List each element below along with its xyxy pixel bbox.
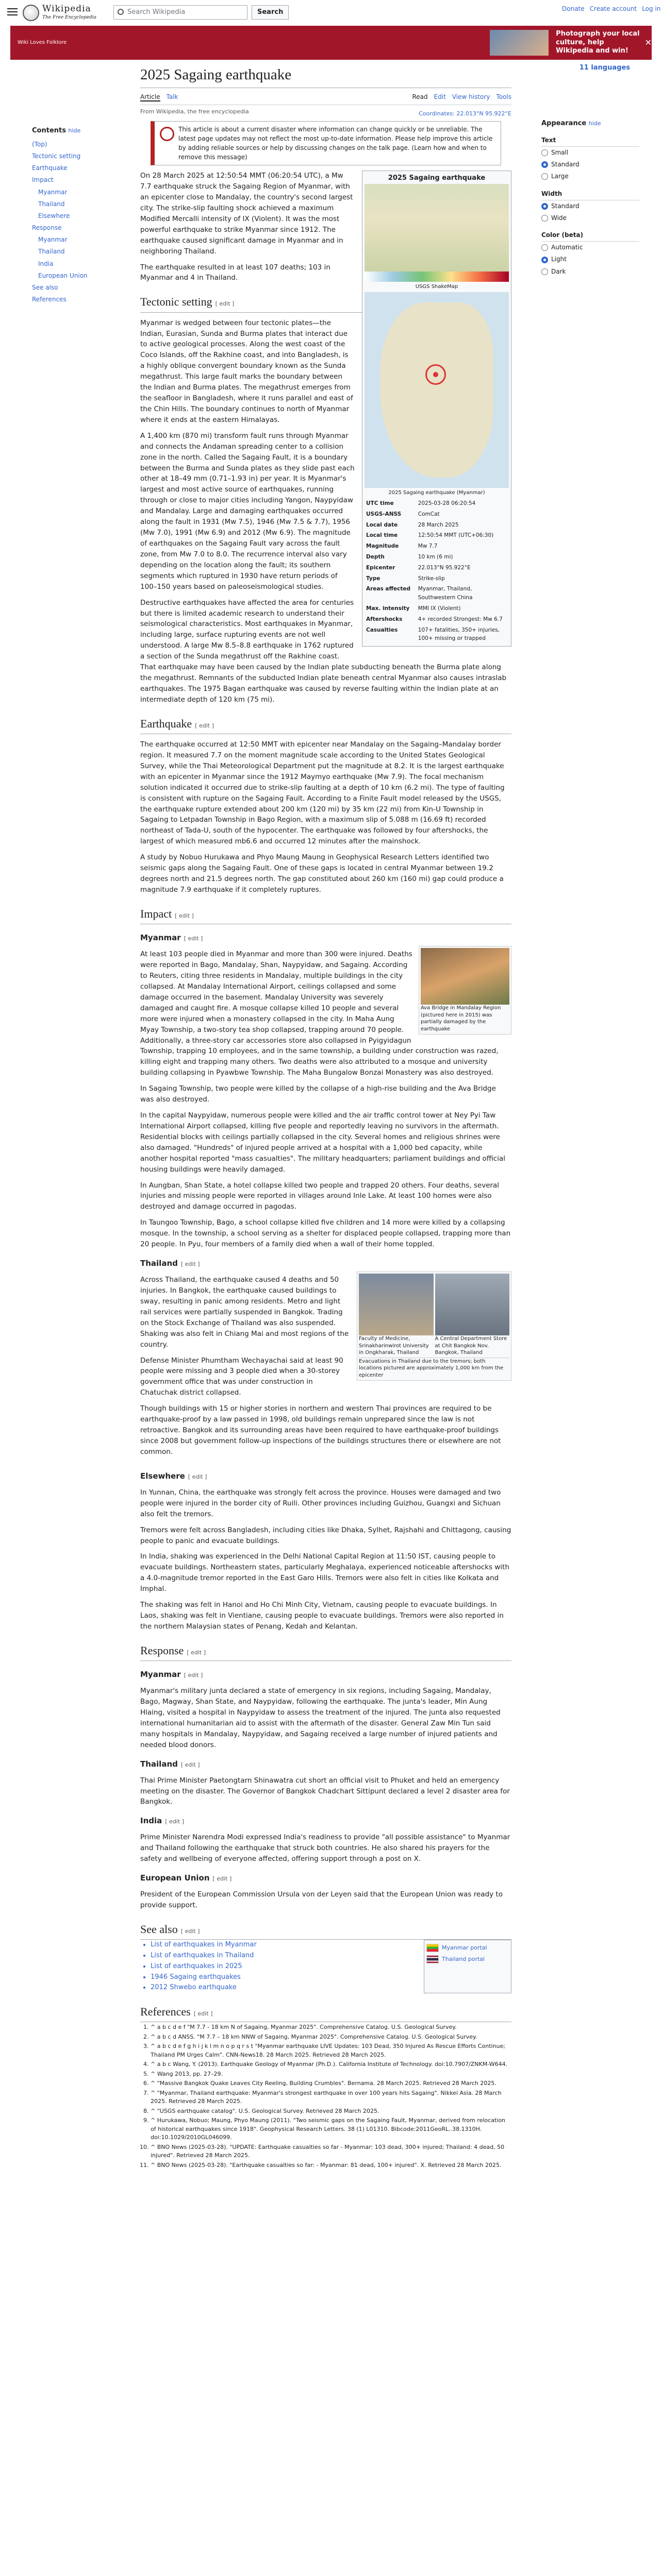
infobox-row	[365, 584, 509, 603]
banner-image	[490, 30, 549, 56]
lead-paragraph: The earthquake resulted in at least 107 deaths; 103 in Myanmar and 4 in Thailand.	[140, 263, 330, 282]
appearance-title: Appearance	[541, 120, 587, 127]
heading-text: Impact	[140, 907, 172, 920]
infobox-value: 107+ fatalities, 350+ injuries, 100+ missing or trapped	[418, 626, 500, 642]
color-heading: Color (beta)	[541, 229, 639, 242]
evacuation-image-1[interactable]	[359, 1274, 434, 1335]
section-heading	[140, 715, 511, 734]
paragraph: In Taungoo Township, Bago, a school collapse killed five children and 14 more were killed by a collapsing mosque. In the township, a school serving as a shelter for displaced people collapsed, trapping more than 20 people. In Pyu, four members of a family died when a wall of their home toppled.	[140, 1218, 511, 1249]
infobox-row	[365, 625, 509, 645]
infobox-row	[365, 530, 509, 541]
subsection-heading	[140, 1815, 511, 1827]
portal-box	[424, 1940, 511, 1993]
paragraph: In Aungban, Shan State, a hotel collapse killed two people and trapped 20 others. Four deaths, several injuries and missing people were reported in villages around Inle Lake. At least 100 homes were also destroyed and damage occurred in pagodas.	[140, 1181, 500, 1211]
infobox-value: Strike-slip	[418, 575, 445, 582]
see-also-item[interactable]: • List of earthquakes in Myanmar	[151, 1940, 257, 1951]
reference-item: 1. ^ a b c d e f "M 7.7 - 18 km N of Sagaing, Myanmar 2025". Comprehensive Catalog. U.S. Geological Survey.	[151, 2023, 511, 2032]
infobox-row	[365, 563, 509, 573]
infobox-key: Aftershocks	[366, 616, 403, 622]
paragraph: A study by Nobuo Hurukawa and Phyo Maung Maung in Geophysical Research Letters identified two seismic gaps along the Sagaing Fault. One of these gaps is located in central Myanmar between 19.2 degrees north and 21.5 degrees north. The gap constituted about 260 km (160 mi) gap could produce a magnitude 7.9 earthquake if it completely ruptures.	[140, 853, 504, 894]
location-map-caption: 2025 Sagaing earthquake (Myanmar)	[388, 489, 485, 496]
current-event-notice	[151, 121, 501, 165]
toc-item[interactable]: European Union	[38, 272, 88, 279]
radio-selected-icon	[541, 161, 548, 168]
location-map[interactable]	[365, 292, 509, 488]
radio-icon	[541, 244, 548, 251]
portal-thailand[interactable]	[426, 1954, 509, 1965]
see-also-item[interactable]: • 1946 Sagaing earthquakes	[151, 1972, 257, 1983]
portal-myanmar[interactable]	[426, 1942, 509, 1954]
edit-section-link[interactable]: [ edit ]	[215, 300, 235, 308]
paragraph: In India, shaking was experienced in the Delhi National Capital Region at 11:50 IST, causing people to evacuate buildings. Northeastern states, particularly Meghalaya, experienced noticeable aftershocks with a 4.0-magnitude tremor reported in the East Garo Hills. Tremors were also felt in cities like Kolkata and Imphal.	[140, 1552, 510, 1594]
lead-paragraph: On 28 March 2025 at 12:50:54 MMT (06:20:54 UTC), a Mw 7.7 earthquake struck the Sagaing Region of Myanmar, with an epicenter close to Mandalay, the country's second largest city. The strike-slip faulting shock achieved a maximum Modified Mercalli intensity of IX (Violent). It was the most powerful earthquake to strike Myanmar since 1912. The earthquake caused significant damage in Myanmar and in neighboring Thailand.	[140, 172, 353, 256]
subsection-heading	[140, 1668, 511, 1681]
banner-text: Photograph your local culture, help Wikipedia and win!	[556, 29, 640, 55]
log-in-link[interactable]: Log in	[642, 5, 661, 12]
toc-item[interactable]: Elsewhere	[38, 212, 70, 219]
text-large-option[interactable]	[541, 171, 639, 182]
page-title: 2025 Sagaing earthquake	[140, 63, 511, 88]
search-icon	[118, 9, 124, 15]
option-label: Automatic	[551, 244, 583, 251]
main-menu-icon[interactable]	[6, 6, 19, 19]
edit-section-link[interactable]: [ edit ]	[165, 1818, 184, 1825]
heading-text: References	[140, 2005, 191, 2019]
toc-item[interactable]: India	[38, 260, 54, 267]
paragraph: President of the European Commission Ursula von der Leyen said that the European Union was ready to provide support.	[140, 1890, 503, 1910]
edit-section-link[interactable]: [ edit ]	[193, 2010, 213, 2018]
reference-item: 8. ^ "USGS earthquake catalog". U.S. Geological Survey. Retrieved 28 March 2025.	[151, 2107, 511, 2116]
figure-caption: Evacuations in Thailand due to the tremors; both locations pictured are approximately 1,000 km from the epicenter	[359, 1358, 509, 1379]
appearance-hide-button[interactable]: hide	[588, 120, 601, 127]
paragraph: The shaking was felt in Hanoi and Ho Chi Minh City, Vietnam, causing people to evacuate buildings. In Laos, shaking was felt in Vientiane, causing people to evacuate buildings. Tremors were also reported in the northern Malaysian states of Penang, Kedah and Kelantan.	[140, 1601, 504, 1631]
globe-icon	[23, 5, 39, 21]
edit-section-link[interactable]: [ edit ]	[175, 912, 194, 919]
heading-text: Thailand	[140, 1759, 178, 1769]
section-heading	[140, 2003, 511, 2022]
site-header	[0, 0, 662, 26]
paragraph: In the capital Naypyidaw, numerous people were killed and the air traffic control tower at Ney Pyi Taw International Airport collapsed, killing five people and reportedly leaving no survivors in the aftermath. Residential blocks with ceilings partially collapsed in the city. Several homes and religious shrines were also damaged. "Hundreds" of injured people arrived at a hospital with a 1,000 bed capacity, while another hospital reported "mass casualties". The military headquarters; parliament buildings and official housing buildings were heavily damaged.	[140, 1111, 505, 1174]
reference-item: 9. ^ Hurukawa, Nobuo; Maung, Phyo Maung (2011). "Two seismic gaps on the Sagaing Fault, Myanmar, derived from relocation of historical earthquakes since 1918". Geophysical Research Letters. 38 (1) L01310. Bibcode:2011GeoRL..38.1310H. doi:10.1029/2010GL046099.	[151, 2116, 511, 2142]
tab-read[interactable]: Read	[412, 93, 428, 101]
table-of-contents	[32, 118, 99, 306]
infobox-key: Local time	[366, 532, 398, 539]
infobox-row	[365, 603, 509, 614]
infobox-key: Casualties	[366, 626, 398, 633]
radio-icon	[541, 268, 548, 275]
heading-text: European Union	[140, 1873, 210, 1883]
infobox-value: 4+ recorded Strongest: Mw 6.7	[418, 616, 503, 622]
reference-item: 7. ^ "Myanmar, Thailand earthquake: Myanmar's strongest earthquake in over 100 years hits Sagaing". Nikkei Asia. 28 March 2025. Retrieved 28 March 2025.	[151, 2089, 511, 2106]
infobox-key: Type	[366, 575, 380, 582]
infobox-key: Magnitude	[366, 543, 399, 550]
infobox-value: Mw 7.7	[418, 543, 438, 550]
languages-button[interactable]: 11 languages	[579, 64, 630, 72]
infobox-key: UTC time	[366, 500, 394, 506]
section-heading	[140, 1920, 511, 1940]
edit-section-link[interactable]: [ edit ]	[180, 1761, 200, 1768]
heading-text: Thailand	[140, 1259, 178, 1268]
infobox-key: Max. intensity	[366, 605, 410, 612]
thailand-flag-icon	[426, 1955, 439, 1963]
subsection-heading	[140, 1758, 511, 1770]
clock-icon	[160, 127, 174, 141]
infobox-key: Depth	[366, 553, 385, 560]
edit-section-link[interactable]: [ edit ]	[180, 1928, 200, 1935]
infobox-value: 10 km (6 mi)	[418, 553, 453, 560]
tab-edit[interactable]: Edit	[434, 93, 446, 101]
figure-caption: A Central Department Store at Chit Bangkok Nov. Bangkok, Thailand	[435, 1336, 507, 1356]
toc-item[interactable]: Myanmar	[38, 188, 68, 196]
infobox-value: 2025-03-28 06:20:54	[418, 500, 476, 506]
toc-item[interactable]: References	[32, 296, 67, 303]
toc-item[interactable]: See also	[32, 284, 58, 292]
infobox-value: ComCat	[418, 511, 440, 517]
reference-item: 10. ^ BNO News (2025-03-28). "UPDATE: Earthquake casualties so far - Myanmar: 103 dead, 300+ injured; Thailand: 4 dead, 50 injured". Retrieved 28 March 2025.	[151, 2143, 511, 2160]
infobox-row	[365, 573, 509, 584]
option-label: Wide	[551, 214, 567, 222]
heading-text: Myanmar	[140, 1670, 181, 1680]
epicenter-dot-icon	[433, 372, 438, 377]
radio-selected-icon	[541, 203, 548, 210]
paragraph: Tremors were felt across Bangladesh, including cities like Dhaka, Sylhet, Rajshahi and Chittagong, causing people to panic and evacuate buildings.	[140, 1526, 511, 1545]
infobox-title: 2025 Sagaing earthquake	[388, 174, 486, 182]
paragraph: In Yunnan, China, the earthquake was strongly felt across the province. Houses were damaged and two people were injured in the border city of Ruili. Other provinces including Guizhou, Guangxi and Sichuan also felt the tremors.	[140, 1488, 501, 1518]
banner-logo: Wiki Loves Folklore	[18, 40, 67, 45]
tagline-from: From Wikipedia, the free encyclopedia	[140, 108, 249, 115]
toc-hide-button[interactable]: hide	[68, 127, 81, 134]
heading-text: Elsewhere	[140, 1471, 185, 1481]
toc-item[interactable]: Earthquake	[32, 164, 68, 172]
references-list	[151, 2022, 511, 2171]
reference-item: 3. ^ a b c d e f g h i j k l m n o p q r s t "Myanmar earthquake LIVE Updates: 103 Dead, 350 Injured As Rescue Efforts Continue; Thailand PM Urges Calm". CNN-News18. 28 March 2025. Retrieved 28 March 2025.	[151, 2042, 511, 2059]
heading-text: Earthquake	[140, 717, 192, 730]
edit-section-link[interactable]: [ edit ]	[180, 1261, 200, 1268]
option-label: Standard	[551, 161, 580, 168]
heading-text: Tectonic setting	[140, 295, 212, 309]
infobox-row	[365, 509, 509, 520]
infobox-value: 12:50:54 MMT (UTC+06:30)	[418, 532, 494, 539]
search-placeholder: Search Wikipedia	[127, 8, 186, 16]
evacuation-image-2[interactable]	[435, 1274, 510, 1335]
infobox-value: 28 March 2025	[418, 521, 459, 528]
heading-text: Response	[140, 1643, 184, 1657]
subsection-heading	[140, 1257, 511, 1269]
tagline: The Free Encyclopedia	[42, 14, 96, 20]
reference-item: 2. ^ a b c d ANSS. "M 7.7 – 18 km NNW of Sagaing, Myanmar 2025". Comprehensive Catalog. U.S. Geological Survey.	[151, 2033, 511, 2042]
reference-item: 5. ^ Wang 2013, pp. 27–29.	[151, 2070, 511, 2079]
coordinates-link[interactable]: Coordinates: 22.013°N 95.922°E	[419, 110, 511, 117]
tab-view-history[interactable]: View history	[452, 93, 490, 101]
reference-item: 4. ^ a b c Wang, Y. (2013). Earthquake Geology of Myanmar (Ph.D.). California Institute of Technology. doi:10.7907/ZNKM-W644.	[151, 2060, 511, 2069]
donate-link[interactable]: Donate	[562, 5, 585, 12]
figure-caption: Ava Bridge in Mandalay Region (pictured here in 2015) was partially damaged by the earthquake	[421, 1005, 501, 1032]
edit-section-link[interactable]: [ edit ]	[184, 935, 203, 942]
see-also-item[interactable]: • List of earthquakes in 2025	[151, 1961, 257, 1972]
infobox-row	[365, 541, 509, 552]
radio-icon	[541, 215, 548, 222]
figure-thailand-evacuations	[357, 1272, 511, 1381]
heading-text: India	[140, 1816, 162, 1826]
paragraph: A 1,400 km (870 mi) transform fault runs through Myanmar and connects the Andaman spreading center to a collision zone in the north. Called the Sagaing Fault, it is a boundary between the Burma and Sunda plates as they slide past each other at 18–49 mm (0.71–1.93 in) per year. It is Myanmar's largest and most active source of earthquakes, running through or close to major cities including Yangon, Naypyidaw and Mandalay. Large and damaging earthquakes occurred along the fault in 1931 (Mw 7.5), 1946 (Mw 7.5 & 7.7), 1956 (Mw 7.0), 1991 (Mw 6.9) and 2012 (Mw 6.9). The magnitude of earthquakes on the Sagaing Fault vary across the fault zone, from Mw 7.0 to 8.0. The recurrence interval also vary depending on the location along the fault; its southern segments which ruptured in 1930 have return periods of 100–150 years based on paleoseismological studies.	[140, 431, 355, 591]
edit-section-link[interactable]: [ edit ]	[188, 1473, 207, 1480]
option-label: Light	[551, 256, 567, 263]
reference-item: 6. ^ "Massive Bangkok Quake Leaves City Reeling, Building Crumbles". Bernama. 28 March 2025. Retrieved 28 March 2025.	[151, 2079, 511, 2088]
text-standard-option[interactable]	[541, 159, 639, 171]
create-account-link[interactable]: Create account	[589, 5, 637, 12]
toc-item[interactable]: Thailand	[38, 248, 65, 256]
toc-item[interactable]: Tectonic setting	[32, 152, 81, 160]
search-button[interactable]: Search	[252, 5, 289, 20]
infobox-value: MMI IX (Violent)	[418, 605, 461, 612]
subsection-heading	[140, 931, 511, 944]
paragraph: In Sagaing Township, two people were killed by the collapse of a high-rise building and the Ava Bridge was also destroyed.	[140, 1084, 496, 1104]
tab-talk[interactable]: Talk	[166, 93, 178, 101]
radio-icon	[541, 149, 548, 156]
subsection-heading	[140, 1872, 511, 1884]
appearance-panel	[541, 118, 639, 278]
paragraph: The earthquake occurred at 12:50 MMT with epicenter near Mandalay on the Sagaing–Mandalay border region. It measured 7.7 on the moment magnitude scale according to the United States Geological Survey, while the Thai Meteorological Department put the magnitude at 8.2. It is the largest earthquake with an epicenter in Myanmar since the 1912 Maymyo earthquake (Mw 7.9). The focal mechanism solution indicated it occurred due to strike-slip faulting at a depth of 10 km (6.2 mi). The type of faulting is consistent with rupture on the Sagaing Fault. According to a Finite Fault model released by the USGS, the earthquake rupture extended about 200 km (120 mi) by 35 km (22 mi) from Kin-U Township in Sagaing to Letpadan Township in Bago Region, with a maximum slip of 5.088 m (16.69 ft) recorded northeast of Tada-U, south of the hypocenter. The earthquake was followed by four aftershocks, the largest of which measured mb6.6 and occurred 12 minutes after the mainshock.	[140, 740, 505, 846]
paragraph: Myanmar is wedged between four tectonic plates—the Indian, Eurasian, Sunda and Burma plates that interact due to active geological processes. Along the west coast of the Coco Islands, off the Rakhine coast, and into Bangladesh, is a highly oblique convergent boundary known as the Sunda megathrust. This large fault marks the boundary between the Indian and Burma plates. The megathrust emerges from the seafloor in Bangladesh, where it runs parallel and east of the Chin Hills. The boundary continues to north of Myanmar where it ends at the eastern Himalayas.	[140, 318, 353, 424]
infobox-table	[365, 498, 509, 644]
paragraph: Destructive earthquakes have affected the area for centuries but there is limited academic research to understand their seismological characteristics. Most earthquakes in Myanmar, including large, surface rupturing events are not well understood. A large Mw 8.5–8.8 earthquake in 1762 ruptured a section of the Sunda megathrust off the Rakhine coast. That earthquake may have been caused by the Indian plate subducting beneath the Burma plate along the megathrust. Remnants of the subducted Indian plate beneath central Myanmar also causes intraslab earthquakes. The 1975 Bagan earthquake was caused by reverse faulting within the Indian plate at an intermediate depth of 120 km (75 mi).	[140, 598, 507, 704]
infobox-key: Epicenter	[366, 564, 395, 571]
see-also-item[interactable]: • List of earthquakes in Thailand	[151, 1951, 257, 1961]
edit-section-link[interactable]: [ edit ]	[187, 1649, 206, 1656]
toc-item[interactable]: Response	[32, 224, 62, 232]
toc-item[interactable]: Myanmar	[38, 236, 68, 244]
portal-label: Myanmar portal	[442, 1944, 487, 1952]
paragraph: Prime Minister Narendra Modi expressed India's readiness to provide "all possible assistance" to Myanmar and Thailand following the earthquake that struck both countries. He also shared his prayers for the safety and wellbeing of everyone affected, offering support through a post on X.	[140, 1833, 510, 1863]
width-heading: Width	[541, 188, 639, 200]
see-also-list	[151, 1940, 257, 1993]
option-label: Large	[551, 173, 569, 180]
infobox-row	[365, 552, 509, 563]
figure-caption: Faculty of Medicine, Srinakharinwirot University in Ongkharak, Thailand	[359, 1336, 429, 1356]
shakemap-legend	[365, 272, 509, 282]
infobox-value: Myanmar, Thailand, Southwestern China	[418, 586, 473, 601]
heading-text: Myanmar	[140, 933, 181, 943]
myanmar-flag-icon	[426, 1944, 439, 1952]
color-light-option[interactable]	[541, 253, 639, 265]
infobox-key: Areas affected	[366, 586, 411, 592]
option-label: Dark	[551, 267, 566, 275]
width-wide-option[interactable]	[541, 212, 639, 224]
option-label: Small	[551, 148, 569, 156]
paragraph: Myanmar's military junta declared a state of emergency in six regions, including Sagaing, Mandalay, Bago, Magway, Shan State, and Naypyidaw, following the earthquake. The junta's leader, Min Aung Hlaing, visited a hospital in Naypyidaw to assess the treatment of the injured. The junta also requested international humanitarian aid to assist with the aftermath of the disaster. General Zaw Min Tun said many hospitals in Mandalay, Naypyidaw, and Sagaing received a large number of injured patients and needed blood donors.	[140, 1687, 501, 1749]
subsection-heading	[140, 1470, 511, 1482]
close-icon[interactable]: ✕	[644, 38, 652, 48]
paragraph: At least 103 people died in Myanmar and more than 300 were injured. Deaths were reported in Bago, Mandalay, Shan, Naypyidaw, and Sagaing. According to Reuters, citing three residents in Mandalay, multiple buildings in the city collapsed. At Mandalay International Airport, ceilings collapsed and some damage occurred in the basement. Mandalay University was severely damaged and caught fire. A mosque collapse killed 10 people and several more were injured when a monastery collapsed in the city. In Maha Aung Myay Township, a two-story tea shop collapsed, trapping around 70 people. Additionally, a three-story car accessories store also collapsed in Pyigyidagun Township, trapping 10 employees, and in the same township, a building under construction was razed, killing eight and trapping many others. Two deaths were also attributed to a mosque and university building collapsing in Pyawbwe Township. The Maha Bungalow Bonzai Monastery was also destroyed.	[140, 950, 499, 1077]
color-dark-option[interactable]	[541, 266, 639, 278]
shakemap-caption: USGS ShakeMap	[415, 283, 458, 290]
radio-icon	[541, 173, 548, 180]
paragraph: Though buildings with 15 or higher stories in northern and western Thai provinces are required to be earthquake-proof by a law passed in 1998, old buildings remain unprepared since the law is not retroactive. Bangkok and its surrounding areas have been required to have earthquake-proof buildings since 2008 but government follow-up inspections of the buildings structures there or elsewhere are not common.	[140, 1404, 501, 1456]
portal-label: Thailand portal	[442, 1955, 485, 1962]
paragraph: Thai Prime Minister Paetongtarn Shinawatra cut short an official visit to Phuket and held an emergency meeting on the disaster. The Governor of Bangkok Chadchart Sittipunt declared a level 2 disaster area for Bangkok.	[140, 1776, 510, 1806]
paragraph: Defense Minister Phumtham Wechayachai said at least 90 people were missing and 3 people died when a 30-storey government office that was under construction in Chatuchak district collapsed.	[140, 1356, 343, 1397]
infobox-key: Local date	[366, 521, 398, 528]
edit-section-link[interactable]: [ edit ]	[195, 722, 214, 729]
search-input[interactable]	[113, 5, 247, 20]
page-tabs	[140, 92, 511, 105]
infobox-row	[365, 614, 509, 625]
figure-ava-bridge	[419, 946, 511, 1035]
notice-text: This article is about a current disaster where information can change quickly or be unreliable. The latest page updates may not reflect the most up-to-date information. Please help improve this article by adding reliable sources or help by discussing changes on the talk page. (Learn how and when to remove this message)	[178, 126, 493, 161]
toc-item[interactable]: Impact	[32, 176, 54, 184]
see-also-item[interactable]: • 2012 Shwebo earthquake	[151, 1982, 257, 1993]
edit-section-link[interactable]: [ edit ]	[212, 1875, 232, 1883]
toc-item[interactable]: Thailand	[38, 200, 65, 208]
shakemap-image[interactable]	[365, 184, 509, 272]
radio-selected-icon	[541, 257, 548, 263]
paragraph: Across Thailand, the earthquake caused 4 deaths and 50 injuries. In Bangkok, the earthquake caused buildings to sway, resulting in panic among residents. Metro and light rail services were partially suspended in Bangkok. Trading on the Stock Exchange of Thailand was also suspended. Shaking was also felt in Chiang Mai and most regions of the country.	[140, 1276, 349, 1349]
toc-item[interactable]: (Top)	[32, 140, 47, 148]
map-land	[380, 302, 493, 478]
color-automatic-option[interactable]	[541, 242, 639, 253]
ava-bridge-image[interactable]	[421, 948, 509, 1005]
wikipedia-logo[interactable]	[23, 4, 96, 21]
infobox-value: 22.013°N 95.922°E	[418, 564, 471, 571]
section-heading	[140, 1641, 511, 1661]
edit-section-link[interactable]: [ edit ]	[184, 1672, 203, 1679]
text-small-option[interactable]	[541, 147, 639, 159]
infobox-key: USGS-ANSS	[366, 511, 402, 517]
heading-text: See also	[140, 1923, 178, 1936]
infobox-row	[365, 520, 509, 531]
reference-item: 11. ^ BNO News (2025-03-28). "Earthquake casualties so far: - Myanmar: 81 dead, 100+ injured". X. Retrieved 28 March 2025.	[151, 2161, 511, 2170]
option-label: Standard	[551, 202, 580, 210]
width-standard-option[interactable]	[541, 200, 639, 212]
tab-article[interactable]: Article	[140, 93, 160, 101]
wordmark: Wikipedia	[42, 4, 91, 14]
tab-tools[interactable]: Tools	[496, 93, 511, 101]
toc-title: Contents	[32, 127, 66, 134]
infobox	[362, 171, 511, 647]
infobox-row	[365, 498, 509, 509]
campaign-banner[interactable]	[10, 26, 652, 60]
section-heading	[140, 905, 511, 924]
text-size-heading: Text	[541, 134, 639, 147]
